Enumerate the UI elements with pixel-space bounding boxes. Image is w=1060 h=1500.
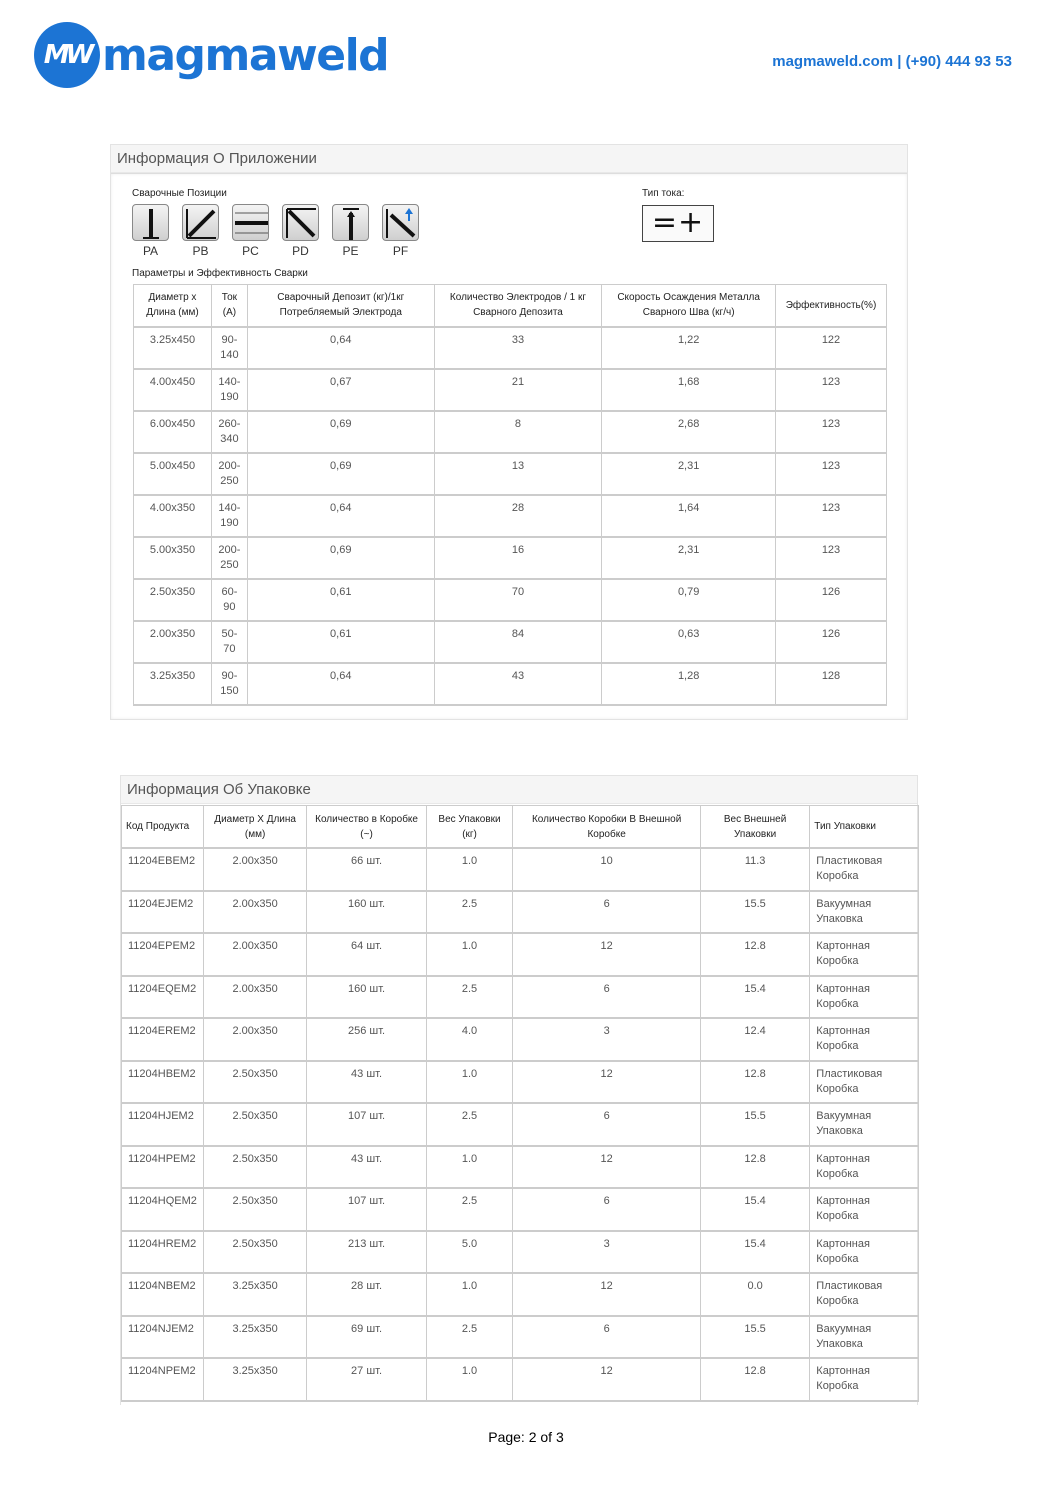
- table-row: [134, 369, 887, 411]
- table-cell: 70: [434, 579, 602, 621]
- table-cell: 43 шт.: [307, 1146, 426, 1189]
- table-cell: 126: [775, 621, 886, 663]
- table-cell: 6: [513, 1316, 701, 1359]
- table-cell: 1.0: [426, 933, 513, 976]
- table-cell: 11.3: [700, 848, 809, 891]
- table-cell: 1.0: [426, 848, 513, 891]
- table-cell: 0,79: [602, 579, 776, 621]
- table-cell: 2,31: [602, 453, 776, 495]
- current-type-label: Тип тока:: [642, 188, 685, 199]
- position-pb: [182, 204, 232, 258]
- table-cell: 11204HBEM2: [122, 1061, 204, 1104]
- table-cell: 140-190: [211, 495, 247, 537]
- table-cell: 12: [513, 1146, 701, 1189]
- welding-params-table: [133, 284, 887, 706]
- page-number: Page: 2 of 3: [488, 1429, 564, 1445]
- logo-text: magmaweld: [102, 29, 389, 81]
- table-cell: 11204HQEM2: [122, 1188, 204, 1231]
- table-row: [122, 1018, 919, 1061]
- table-cell: Пластиковая Коробка: [810, 1273, 919, 1316]
- table-cell: 43: [434, 663, 602, 705]
- table-cell: 60-90: [211, 579, 247, 621]
- position-pe: [332, 204, 382, 258]
- table-cell: 12.8: [700, 933, 809, 976]
- table-cell: 3.25x350: [203, 1273, 306, 1316]
- table-cell: 0.0: [700, 1273, 809, 1316]
- table-cell: 2.50x350: [203, 1146, 306, 1189]
- table-row: [122, 1188, 919, 1231]
- table-cell: 11204NJEM2: [122, 1316, 204, 1359]
- table-cell: 3.25x350: [203, 1358, 306, 1401]
- column-header: Диаметр x Длина (мм): [134, 285, 212, 327]
- table-cell: 2.00x350: [203, 976, 306, 1019]
- table-cell: 107 шт.: [307, 1103, 426, 1146]
- table-cell: 3: [513, 1231, 701, 1274]
- table-cell: 1.0: [426, 1061, 513, 1104]
- table-cell: 12.8: [700, 1146, 809, 1189]
- position-label: PA: [142, 244, 159, 258]
- table-cell: 123: [775, 537, 886, 579]
- column-header: Вес Упаковки (кг): [426, 806, 513, 849]
- table-cell: 200-250: [211, 537, 247, 579]
- table-cell: 6.00x450: [134, 411, 212, 453]
- table-row: [122, 1231, 919, 1274]
- table-cell: 3.25x450: [134, 327, 212, 369]
- table-row: [134, 537, 887, 579]
- table-cell: 28 шт.: [307, 1273, 426, 1316]
- table-cell: 2.5: [426, 891, 513, 934]
- position-pb-icon: [182, 204, 219, 241]
- table-cell: 128: [775, 663, 886, 705]
- table-cell: 12: [513, 1061, 701, 1104]
- table-cell: 2.5: [426, 1188, 513, 1231]
- column-header: Ток (А): [211, 285, 247, 327]
- position-label: PF: [392, 244, 409, 258]
- table-cell: 6: [513, 1188, 701, 1231]
- table-cell: 90-150: [211, 663, 247, 705]
- table-cell: 122: [775, 327, 886, 369]
- table-cell: 256 шт.: [307, 1018, 426, 1061]
- table-cell: 15.4: [700, 1188, 809, 1231]
- table-cell: 33: [434, 327, 602, 369]
- table-cell: Картонная Коробка: [810, 1358, 919, 1401]
- position-label: PD: [292, 244, 309, 258]
- table-cell: 69 шт.: [307, 1316, 426, 1359]
- table-cell: 15.5: [700, 1316, 809, 1359]
- table-cell: 213 шт.: [307, 1231, 426, 1274]
- table-cell: 15.5: [700, 891, 809, 934]
- table-cell: 2.50x350: [203, 1188, 306, 1231]
- table-cell: 2.5: [426, 1103, 513, 1146]
- table-cell: 5.00x450: [134, 453, 212, 495]
- table-cell: 160 шт.: [307, 891, 426, 934]
- table-cell: 6: [513, 976, 701, 1019]
- column-header: Диаметр X Длина (мм): [203, 806, 306, 849]
- table-cell: 1,22: [602, 327, 776, 369]
- table-cell: 3.25x350: [203, 1316, 306, 1359]
- table-cell: 21: [434, 369, 602, 411]
- column-header: Количество Коробки В Внешной Коробке: [513, 806, 701, 849]
- table-row: [134, 453, 887, 495]
- column-header: Тип Упаковки: [810, 806, 919, 849]
- table-row: [122, 891, 919, 934]
- application-info-panel: [110, 144, 908, 720]
- table-row: [122, 933, 919, 976]
- column-header: Количество Электродов / 1 кг Сварного Депозита: [434, 285, 602, 327]
- position-label: PE: [342, 244, 359, 258]
- table-cell: 50-70: [211, 621, 247, 663]
- table-cell: 43 шт.: [307, 1061, 426, 1104]
- position-pc: [232, 204, 282, 258]
- table-cell: 11204EREM2: [122, 1018, 204, 1061]
- table-row: [122, 976, 919, 1019]
- packaging-info-panel: [120, 775, 918, 1405]
- table-row: [134, 327, 887, 369]
- table-cell: Картонная Коробка: [810, 1188, 919, 1231]
- table-cell: 123: [775, 453, 886, 495]
- position-pd: [282, 204, 332, 258]
- position-pa: [132, 204, 182, 258]
- application-info-body: [111, 173, 907, 719]
- table-cell: 0,67: [247, 369, 434, 411]
- table-cell: 10: [513, 848, 701, 891]
- table-cell: 15.5: [700, 1103, 809, 1146]
- packaging-table: [121, 805, 919, 1402]
- table-cell: 0,64: [247, 327, 434, 369]
- table-cell: 1.0: [426, 1273, 513, 1316]
- table-cell: 11204EQEM2: [122, 976, 204, 1019]
- table-cell: 3.25x350: [134, 663, 212, 705]
- table-cell: 1,64: [602, 495, 776, 537]
- table-cell: 2.50x350: [203, 1061, 306, 1104]
- table-cell: 28: [434, 495, 602, 537]
- column-header: Код Продукта: [122, 806, 204, 849]
- position-pd-icon: [282, 204, 319, 241]
- table-cell: 11204HPEM2: [122, 1146, 204, 1189]
- table-cell: 11204NBEM2: [122, 1273, 204, 1316]
- table-cell: 2.00x350: [134, 621, 212, 663]
- table-cell: Картонная Коробка: [810, 933, 919, 976]
- table-cell: 0,69: [247, 411, 434, 453]
- table-cell: 5.00x350: [134, 537, 212, 579]
- table-cell: 2.50x350: [203, 1103, 306, 1146]
- table-row: [122, 1103, 919, 1146]
- table-cell: 13: [434, 453, 602, 495]
- column-header: Скорость Осаждения Металла Сварного Шва (кг/ч): [602, 285, 776, 327]
- table-cell: 140-190: [211, 369, 247, 411]
- logo-mark: MW: [34, 22, 100, 88]
- position-pe-icon: [332, 204, 369, 241]
- table-cell: 123: [775, 495, 886, 537]
- table-cell: 4.00x450: [134, 369, 212, 411]
- table-row: [134, 663, 887, 705]
- table-cell: 200-250: [211, 453, 247, 495]
- table-row: [122, 1146, 919, 1189]
- table-cell: 15.4: [700, 976, 809, 1019]
- position-pf-icon: [382, 204, 419, 241]
- table-cell: 1,68: [602, 369, 776, 411]
- column-header: Эффективность(%): [775, 285, 886, 327]
- position-label: PC: [242, 244, 259, 258]
- table-cell: 12: [513, 933, 701, 976]
- table-cell: 11204NPEM2: [122, 1358, 204, 1401]
- table-cell: 11204EBEM2: [122, 848, 204, 891]
- table-cell: 66 шт.: [307, 848, 426, 891]
- table-cell: 6: [513, 1103, 701, 1146]
- table-cell: 84: [434, 621, 602, 663]
- current-type-icon: =+: [642, 205, 714, 242]
- table-cell: Пластиковая Коробка: [810, 848, 919, 891]
- table-cell: 27 шт.: [307, 1358, 426, 1401]
- table-row: [134, 621, 887, 663]
- table-cell: 0,64: [247, 663, 434, 705]
- contact-info[interactable]: magmaweld.com | (+90) 444 93 53: [772, 53, 1012, 70]
- table-row: [134, 411, 887, 453]
- table-header-row: [134, 285, 887, 327]
- table-cell: 15.4: [700, 1231, 809, 1274]
- table-cell: 260-340: [211, 411, 247, 453]
- table-cell: 1.0: [426, 1358, 513, 1401]
- table-cell: Картонная Коробка: [810, 976, 919, 1019]
- table-cell: 2.50x350: [134, 579, 212, 621]
- table-row: [122, 1061, 919, 1104]
- table-cell: 2,68: [602, 411, 776, 453]
- table-cell: Пластиковая Коробка: [810, 1061, 919, 1104]
- table-cell: 4.0: [426, 1018, 513, 1061]
- table-cell: Картонная Коробка: [810, 1146, 919, 1189]
- brand-logo: [34, 20, 388, 90]
- table-header-row: [122, 806, 919, 849]
- table-cell: 11204EPEM2: [122, 933, 204, 976]
- application-info-title: Информация О Приложении: [111, 145, 907, 173]
- table-cell: Вакуумная Упаковка: [810, 1316, 919, 1359]
- table-cell: 0,61: [247, 579, 434, 621]
- table-cell: Вакуумная Упаковка: [810, 1103, 919, 1146]
- welding-positions: [132, 204, 432, 258]
- table-cell: 0,69: [247, 537, 434, 579]
- table-cell: 5.0: [426, 1231, 513, 1274]
- table-cell: Вакуумная Упаковка: [810, 891, 919, 934]
- table-row: [134, 495, 887, 537]
- packaging-info-title: Информация Об Упаковке: [121, 776, 917, 804]
- table-cell: 123: [775, 369, 886, 411]
- table-cell: 2.00x350: [203, 848, 306, 891]
- table-cell: 2.50x350: [203, 1231, 306, 1274]
- table-cell: 0,61: [247, 621, 434, 663]
- table-cell: 12.4: [700, 1018, 809, 1061]
- table-row: [122, 1316, 919, 1359]
- column-header: Вес Внешней Упаковки: [700, 806, 809, 849]
- table-cell: 16: [434, 537, 602, 579]
- position-label: PB: [192, 244, 209, 258]
- table-cell: 11204EJEM2: [122, 891, 204, 934]
- column-header: Сварочный Депозит (кг)/1кг Потребляемый Электрода: [247, 285, 434, 327]
- table-cell: 12: [513, 1358, 701, 1401]
- table-cell: 11204HREM2: [122, 1231, 204, 1274]
- table-cell: 6: [513, 891, 701, 934]
- table-cell: 2.00x350: [203, 891, 306, 934]
- table-cell: 0,69: [247, 453, 434, 495]
- table-row: [122, 1358, 919, 1401]
- table-cell: 8: [434, 411, 602, 453]
- table-cell: 2.5: [426, 976, 513, 1019]
- table-cell: 126: [775, 579, 886, 621]
- table-cell: Картонная Коробка: [810, 1231, 919, 1274]
- position-pa-icon: [132, 204, 169, 241]
- table-cell: 123: [775, 411, 886, 453]
- table-cell: 2.00x350: [203, 933, 306, 976]
- table-cell: 0,64: [247, 495, 434, 537]
- table-row: [122, 1273, 919, 1316]
- table-row: [134, 579, 887, 621]
- table-cell: 90-140: [211, 327, 247, 369]
- table-cell: 12: [513, 1273, 701, 1316]
- table-cell: 0,63: [602, 621, 776, 663]
- position-pf: [382, 204, 432, 258]
- table-cell: 107 шт.: [307, 1188, 426, 1231]
- table-cell: 2.5: [426, 1316, 513, 1359]
- table-cell: 3: [513, 1018, 701, 1061]
- table-cell: 4.00x350: [134, 495, 212, 537]
- table-cell: 11204HJEM2: [122, 1103, 204, 1146]
- welding-positions-label: Сварочные Позиции: [132, 188, 227, 199]
- table-cell: 1,28: [602, 663, 776, 705]
- column-header: Количество в Коробке (~): [307, 806, 426, 849]
- welding-params-label: Параметры и Эффективность Сварки: [132, 268, 308, 279]
- table-row: [122, 848, 919, 891]
- table-cell: 12.8: [700, 1061, 809, 1104]
- table-cell: Картонная Коробка: [810, 1018, 919, 1061]
- position-pc-icon: [232, 204, 269, 241]
- table-cell: 12.8: [700, 1358, 809, 1401]
- table-cell: 64 шт.: [307, 933, 426, 976]
- table-cell: 2.00x350: [203, 1018, 306, 1061]
- table-cell: 1.0: [426, 1146, 513, 1189]
- table-cell: 160 шт.: [307, 976, 426, 1019]
- table-cell: 2,31: [602, 537, 776, 579]
